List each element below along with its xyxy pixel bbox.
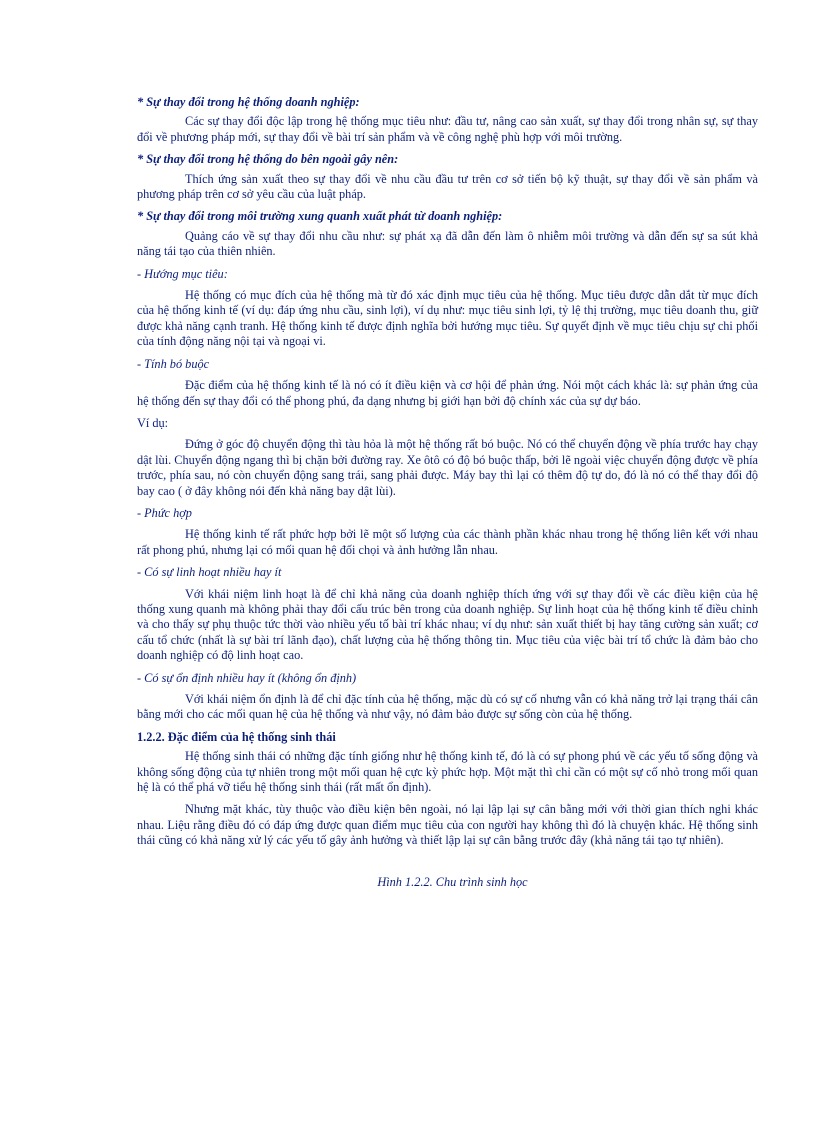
- subheading-goal-oriented: - Hướng mục tiêu:: [137, 266, 228, 281]
- paragraph: Hệ thống kinh tế rất phức hợp bởi lẽ một số lượng của các thành phần khác nhau trong hệ thống liên kết với nhau rất phong phú, nhưng lại có mối quan hệ đối chọi và ảnh hưởng lẫn nhau.: [137, 527, 758, 557]
- paragraph: Các sự thay đổi độc lập trong hệ thống mục tiêu như: đầu tư, nâng cao sản xuất, sự thay đổi trong nhân sự, sự thay đổi về phương pháp mới, sự thay đổi về bài trí sản phẩm và về công nghệ phù hợp với môi trường.: [137, 114, 758, 144]
- heading-internal-change: * Sự thay đổi trong hệ thống doanh nghiệp:: [137, 95, 360, 109]
- subheading-stability: - Có sự ổn định nhiều hay ít (không ổn định): [137, 670, 357, 685]
- subheading-constraint: - Tính bó buộc: [137, 356, 210, 371]
- paragraph: Nhưng mặt khác, tùy thuộc vào điều kiện bên ngoài, nó lại lập lại sự cân bằng mới với thời gian thích nghi khác nhau. Liệu rằng điều đó có đáp ứng được quan điểm mục tiêu của con người hay không thì đó là chuyện khác. Hệ thống sinh thái cũng có khả năng xử lý các yếu tố gây ảnh hưởng và thiết lập lại sự cân bằng trước đây (khả năng tái tạo tự nhiên).: [137, 802, 758, 848]
- paragraph: Thích ứng sản xuất theo sự thay đổi về nhu cầu đầu tư trên cơ sở tiến bộ kỹ thuật, sự thay đổi về sản phẩm và phương pháp trên cơ sở yêu cầu của luật pháp.: [137, 171, 758, 202]
- example-label: Ví dụ:: [137, 415, 169, 430]
- paragraph: Đặc điểm của hệ thống kinh tế là nó có ít điều kiện và cơ hội để phản ứng. Nói một cách khác là: sự phản ứng của hệ thống đến sự thay đổi có thể phong phú, đa dạng nhưng bị giới hạn bởi độ chính xác của sự dự báo.: [137, 378, 758, 408]
- paragraph: Hệ thống có mục đích của hệ thống mà từ đó xác định mục tiêu của hệ thống. Mục tiêu được dẫn dắt từ mục đích của hệ thống kinh tế (ví dụ: đáp ứng nhu cầu, sinh lợi), ví dụ như: mục tiêu sinh lợi, tỷ lệ thị trường, mục tiêu doanh thu, giữ được khả năng cạnh tranh. Hệ thống kinh tế được định nghĩa bởi hướng mục tiêu. Sự quyết định về mục tiêu chịu sự chi phối của tính động năng nội tại và ngoại vi.: [137, 288, 758, 349]
- subheading-complex: - Phức hợp: [137, 505, 192, 520]
- paragraph: Hệ thống sinh thái có những đặc tính giống như hệ thống kinh tế, đó là có sự phong phú về các yếu tố sống động và không sống động của tự nhiên trong một mối quan hệ cực kỳ phức hợp. Một mặt thì chỉ cần có một sự cố nhỏ trong mối quan hệ là có thể phá vỡ tiểu hệ thống sinh thái (rất mất ổn định).: [137, 749, 758, 795]
- subheading-flexibility: - Có sự linh hoạt nhiều hay ít: [137, 565, 282, 580]
- figure-caption: Hình 1.2.2. Chu trình sinh học: [377, 874, 528, 889]
- paragraph: Với khái niệm linh hoạt là để chỉ khả năng của doanh nghiệp thích ứng với sự thay đổi về các điều kiện của hệ thống xung quanh mà không phải thay đổi cấu trúc bên trong của doanh nghiệp. Sự linh hoạt của hệ thống kinh tế điều chỉnh và cho thấy sự phụ thuộc tức thời vào nhiều yếu tố bài trí khác nhau; ví dụ như: sản xuất thiết bị hay tăng cường sản xuất; cơ cấu tổ chức (nhất là sự bài trí lãnh đạo), chất lượng của hệ thống thông tin. Mục tiêu của việc bài trí tổ chức là đảm bảo cho doanh nghiệp có độ linh hoạt cao.: [137, 586, 758, 663]
- heading-environment-change: * Sự thay đổi trong môi trường xung quanh xuất phát từ doanh nghiệp:: [137, 209, 503, 224]
- heading-external-change: * Sự thay đổi trong hệ thống do bên ngoài gây nên:: [137, 152, 399, 167]
- paragraph: Quảng cáo về sự thay đổi nhu cầu như: sự phát xạ đã dẫn đến làm ô nhiễm môi trường và dẫn đến sự sa sút khả năng tái tạo của thiên nhiên.: [137, 228, 758, 259]
- section-heading-ecosystem: 1.2.2. Đặc điểm của hệ thống sinh thái: [137, 729, 336, 744]
- document-page: [137, 92, 758, 890]
- paragraph: Đứng ở góc độ chuyển động thì tàu hỏa là một hệ thống rất bó buộc. Nó có thể chuyển động về phía trước hay chạy dật lùi. Chuyển động ngang thì bị chặn bởi đường ray. Xe ôtô có độ bó buộc thấp, bởi lẽ ngoài việc chuyển động được về phía trước, phía sau, nó còn chuyển động sang trái, sang phải được. Máy bay thì lại có thêm độ tự do, đó là nó có thể thay đổi độ bay cao ( ở đây không nói đến khả năng bay dật lùi).: [137, 437, 758, 498]
- paragraph: Với khái niệm ổn định là để chỉ đặc tính của hệ thống, mặc dù có sự cố nhưng vẫn có khả năng trở lại trạng thái cân bằng mới cho các mối quan hệ của hệ thống và như vậy, nó đảm bảo được sự sống còn của hệ thống.: [137, 692, 758, 722]
